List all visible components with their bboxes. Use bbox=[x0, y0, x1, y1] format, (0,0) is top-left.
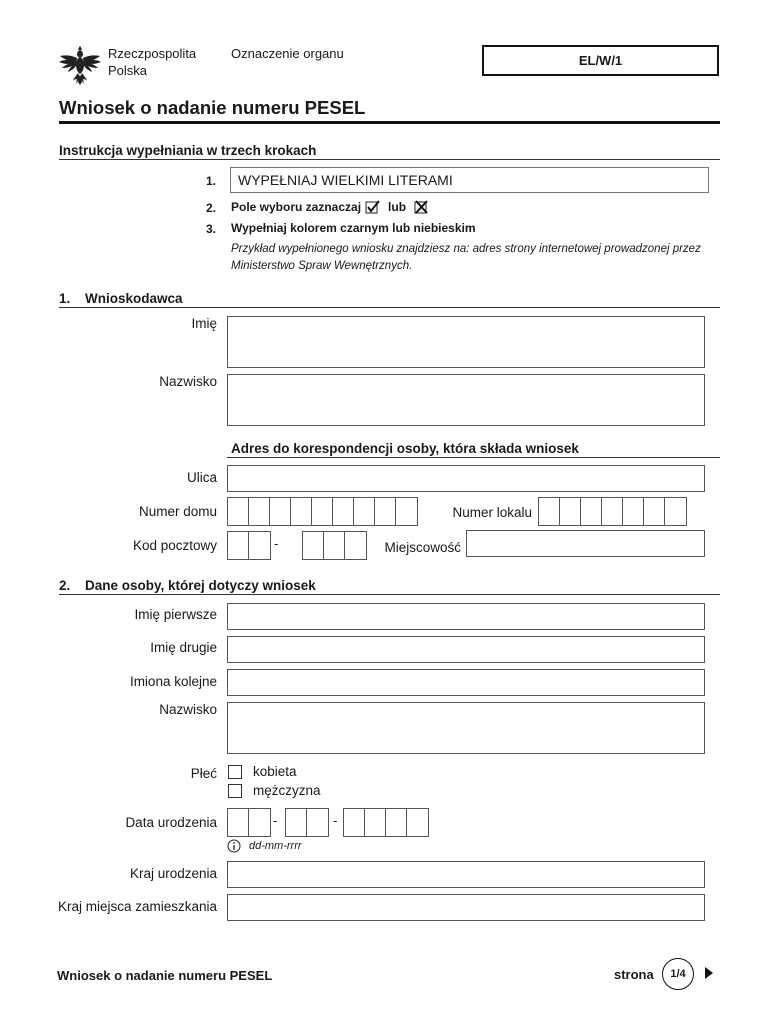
title-underline bbox=[59, 121, 720, 124]
step1-example-box bbox=[230, 167, 709, 193]
sex-female-checkbox[interactable] bbox=[228, 765, 242, 779]
country-name-line2: Polska bbox=[108, 63, 148, 78]
footer-title: Wniosek o nadanie numeru PESEL bbox=[57, 968, 273, 983]
postal-code-part2-input[interactable] bbox=[302, 531, 367, 560]
person-surname-label: Nazwisko bbox=[159, 702, 217, 717]
address-rule bbox=[227, 457, 720, 458]
postal-code-part1-input[interactable] bbox=[227, 531, 271, 560]
applicant-first-name-label: Imię bbox=[191, 316, 217, 331]
section1-rule bbox=[59, 307, 720, 308]
step2-text: Pole wyboru zaznaczaj bbox=[231, 200, 362, 214]
address-heading: Adres do korespondencji osoby, która składa wniosek bbox=[231, 441, 579, 456]
birth-day-input[interactable] bbox=[227, 808, 271, 837]
form-code: EL/W/1 bbox=[578, 53, 623, 68]
applicant-surname-input[interactable] bbox=[227, 374, 705, 426]
person-first-name-label: Imię pierwsze bbox=[134, 607, 217, 622]
city-label: Miejscowość bbox=[384, 540, 461, 555]
birth-date-label: Data urodzenia bbox=[125, 815, 217, 830]
flat-number-label: Numer lokalu bbox=[452, 505, 532, 520]
person-surname-input[interactable] bbox=[227, 702, 705, 754]
birth-date-dash-2: - bbox=[333, 813, 338, 828]
checkmark-example-icon bbox=[365, 200, 381, 214]
page-number: 1/4 bbox=[670, 968, 686, 980]
birth-date-dash-1: - bbox=[273, 813, 278, 828]
next-page-arrow-icon[interactable] bbox=[704, 966, 714, 980]
cross-example-icon bbox=[414, 200, 430, 214]
section2-number: 2. bbox=[59, 578, 71, 593]
person-first-name-input[interactable] bbox=[227, 603, 705, 630]
example-note: Przykład wypełnionego wniosku znajdziesz na: adres strony internetowej prowadzonej przez Ministerstwo Spraw Wewnętrznych. bbox=[231, 243, 701, 272]
street-input[interactable] bbox=[227, 465, 705, 492]
page-number-badge bbox=[662, 958, 694, 990]
step2-or: lub bbox=[388, 200, 407, 214]
step1-text: WYPEŁNIAJ WIELKIMI LITERAMI bbox=[238, 172, 453, 188]
step3-text: Wypełniaj kolorem czarnym lub niebieskim bbox=[231, 221, 476, 235]
sex-female-label: kobieta bbox=[253, 764, 297, 779]
eagle-emblem-icon bbox=[57, 42, 103, 88]
city-input[interactable] bbox=[466, 530, 705, 557]
postal-code-dash: - bbox=[274, 536, 279, 551]
house-number-label: Numer domu bbox=[138, 504, 217, 519]
section1-title: Wnioskodawca bbox=[85, 291, 183, 306]
instructions-heading: Instrukcja wypełniania w trzech krokach bbox=[59, 143, 317, 158]
birth-month-input[interactable] bbox=[285, 808, 329, 837]
birth-country-input[interactable] bbox=[227, 861, 705, 888]
organ-label: Oznaczenie organu bbox=[231, 46, 344, 61]
section1-number: 1. bbox=[59, 291, 71, 306]
residence-country-label: Kraj miejsca zamieszkania bbox=[57, 899, 217, 914]
applicant-surname-label: Nazwisko bbox=[159, 374, 217, 389]
country-name-line1: Rzeczpospolita bbox=[108, 46, 197, 61]
birth-country-label: Kraj urodzenia bbox=[129, 866, 217, 881]
step2-number: 2. bbox=[206, 201, 217, 215]
instructions-rule bbox=[59, 159, 720, 160]
person-other-names-label: Imiona kolejne bbox=[129, 674, 217, 689]
postal-code-label: Kod pocztowy bbox=[132, 538, 217, 553]
section2-title: Dane osoby, której dotyczy wniosek bbox=[85, 578, 316, 593]
page-title: Wniosek o nadanie numeru PESEL bbox=[59, 97, 366, 118]
birth-year-input[interactable] bbox=[343, 808, 429, 837]
date-format-hint: dd-mm-rrrr bbox=[249, 840, 302, 852]
sex-label: Płeć bbox=[190, 766, 217, 781]
step1-number: 1. bbox=[206, 174, 217, 188]
form-code-box bbox=[482, 45, 719, 76]
street-label: Ulica bbox=[186, 470, 217, 485]
step3-number: 3. bbox=[206, 222, 217, 236]
applicant-first-name-input[interactable] bbox=[227, 316, 705, 368]
person-other-names-input[interactable] bbox=[227, 669, 705, 696]
section2-rule bbox=[59, 594, 720, 595]
sex-male-label: mężczyzna bbox=[253, 783, 321, 798]
house-number-input[interactable] bbox=[227, 497, 418, 526]
info-icon bbox=[227, 839, 241, 853]
flat-number-input[interactable] bbox=[538, 497, 687, 526]
person-second-name-input[interactable] bbox=[227, 636, 705, 663]
step2-row bbox=[231, 200, 430, 214]
sex-male-checkbox[interactable] bbox=[228, 784, 242, 798]
person-second-name-label: Imię drugie bbox=[150, 640, 217, 655]
residence-country-input[interactable] bbox=[227, 894, 705, 921]
footer-page-label: strona bbox=[614, 967, 654, 982]
